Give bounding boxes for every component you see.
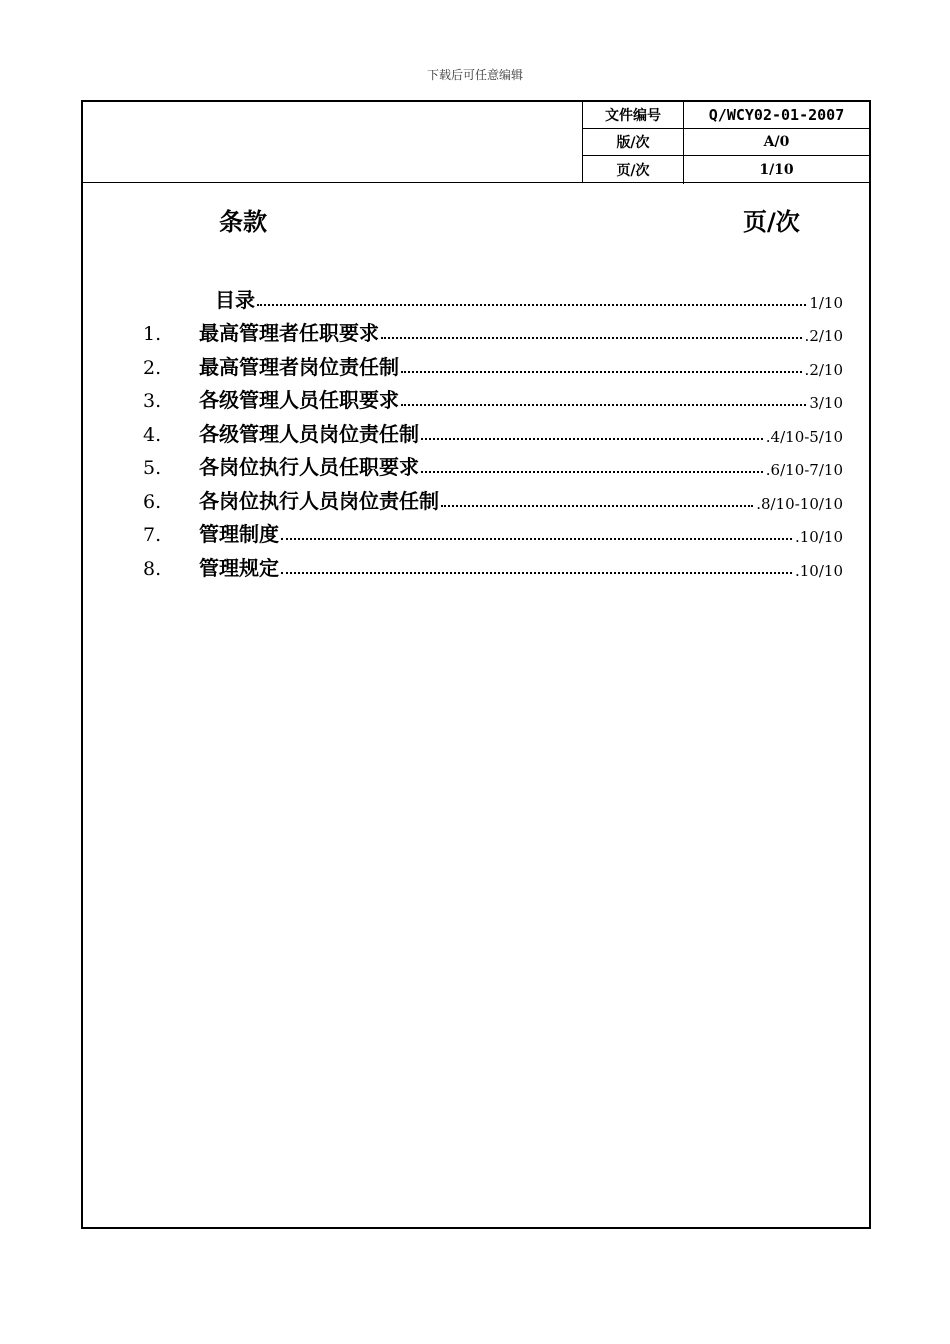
table-of-contents xyxy=(143,280,843,582)
watermark-text: 下载后可任意编辑 xyxy=(426,68,523,82)
file-no-value: Q/WCY02-01-2007 xyxy=(708,106,845,124)
meta-row-page xyxy=(583,156,869,184)
page-label: 页/次 xyxy=(583,156,684,184)
toc-entry[interactable] xyxy=(143,548,843,582)
document-frame xyxy=(81,100,871,1229)
toc-entry-page: .8/10-10/10 xyxy=(756,494,843,513)
toc-entry[interactable] xyxy=(143,381,843,415)
toc-entry[interactable] xyxy=(143,414,843,448)
document-meta-table xyxy=(582,102,869,182)
toc-entry[interactable] xyxy=(143,481,843,515)
toc-leader-dots xyxy=(441,505,753,507)
page-value: 1/10 xyxy=(759,162,794,178)
toc-entry-title: 最高管理者任职要求 xyxy=(199,321,379,345)
toc-entry-page: .10/10 xyxy=(795,528,843,546)
toc-entry-title: 管理规定 xyxy=(199,555,279,580)
toc-entry-number: 5. xyxy=(143,457,162,479)
toc-leader-dots xyxy=(401,404,806,406)
toc-leader-dots xyxy=(421,438,763,440)
toc-entry-number: 7. xyxy=(143,524,162,546)
toc-entry-number: 6. xyxy=(143,490,162,513)
file-no-label: 文件编号 xyxy=(583,102,684,128)
toc-entry-title: 目录 xyxy=(215,287,255,312)
toc-entry[interactable] xyxy=(143,314,843,348)
document-header xyxy=(83,102,869,183)
toc-entry-title: 各级管理人员岗位责任制 xyxy=(199,421,419,446)
column-heading-page: 页/次 xyxy=(743,208,800,236)
toc-entry-title: 管理制度 xyxy=(199,522,279,546)
toc-entry-number: 2. xyxy=(143,356,162,379)
toc-entry[interactable] xyxy=(143,280,843,314)
toc-entry-number: 8. xyxy=(143,557,162,580)
toc-leader-dots xyxy=(401,371,802,373)
toc-entry-page: .6/10-7/10 xyxy=(765,461,843,479)
toc-entry-page: .4/10-5/10 xyxy=(765,427,843,446)
meta-row-file-no xyxy=(583,102,869,129)
toc-leader-dots xyxy=(281,538,792,540)
toc-leader-dots xyxy=(257,304,806,306)
toc-entry-page: .2/10 xyxy=(804,360,843,379)
toc-entry-page: 1/10 xyxy=(809,293,843,312)
toc-entry[interactable] xyxy=(143,515,843,549)
toc-entry-page: 3/10 xyxy=(809,394,843,412)
edition-value: A/0 xyxy=(763,134,790,150)
toc-entry-page: .10/10 xyxy=(795,561,843,580)
toc-entry-page: .2/10 xyxy=(804,327,843,345)
toc-leader-dots xyxy=(281,572,792,574)
toc-leader-dots xyxy=(421,471,763,473)
toc-entry-number: 1. xyxy=(143,323,162,345)
column-heading-clause: 条款 xyxy=(219,208,267,236)
toc-entry-number: 4. xyxy=(143,423,162,446)
toc-entry-number: 3. xyxy=(143,390,162,412)
toc-entry-title: 各级管理人员任职要求 xyxy=(199,388,399,412)
toc-entry-title: 各岗位执行人员岗位责任制 xyxy=(199,488,439,513)
toc-entry[interactable] xyxy=(143,347,843,381)
meta-row-edition xyxy=(583,129,869,156)
toc-entry-title: 最高管理者岗位责任制 xyxy=(199,354,399,379)
edition-label: 版/次 xyxy=(583,129,684,155)
toc-entry-title: 各岗位执行人员任职要求 xyxy=(199,455,419,479)
toc-entry[interactable] xyxy=(143,448,843,482)
toc-leader-dots xyxy=(381,337,802,339)
